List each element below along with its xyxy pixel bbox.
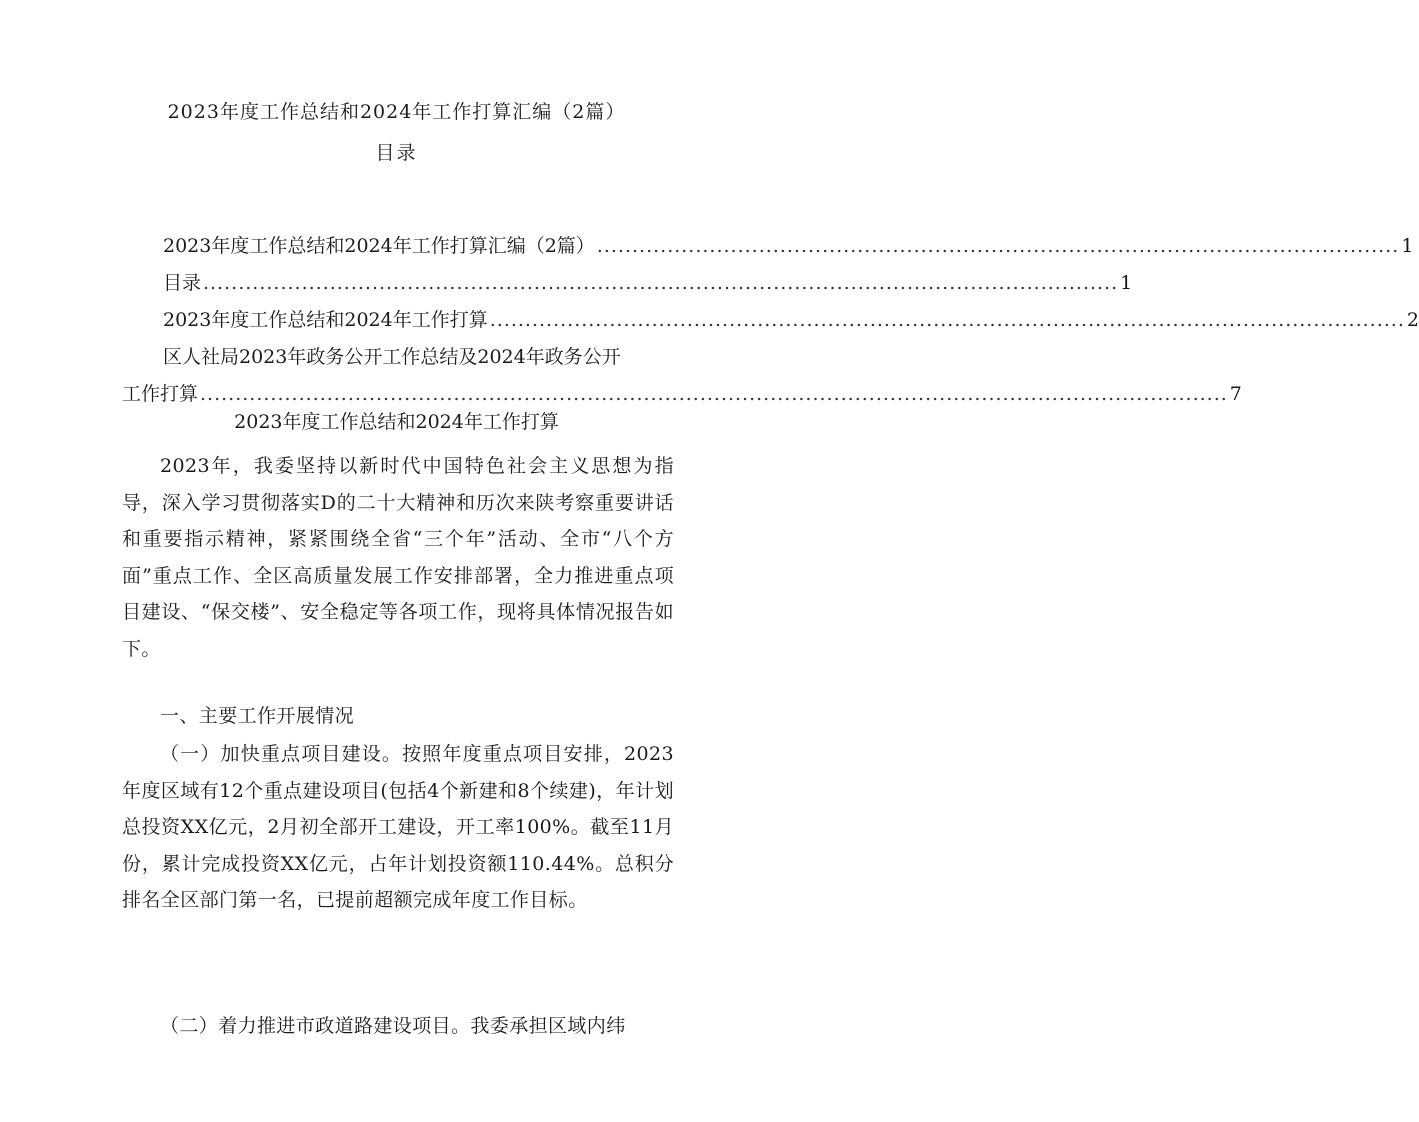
paragraph-municipal-roads: （二）着力推进市政道路建设项目。我委承担区域内纬 <box>160 1015 626 1037</box>
toc-leader-dots: .................................................................................................................................................. <box>200 383 1228 405</box>
document-title: 2023年度工作总结和2024年工作打算汇编（2篇） <box>167 101 626 123</box>
toc-entry[interactable] <box>163 305 1419 335</box>
toc-entry-page: 1 <box>1401 235 1414 257</box>
toc-entry-text-line1[interactable]: 区人社局2023年政务公开工作总结及2024年政务公开 <box>163 346 621 368</box>
section-title: 2023年度工作总结和2024年工作打算 <box>234 411 559 433</box>
toc-entry-page: 7 <box>1229 383 1242 405</box>
toc-entry-text: 2023年度工作总结和2024年工作打算 <box>163 309 488 331</box>
toc-entry-text: 2023年度工作总结和2024年工作打算汇编（2篇） <box>163 235 595 257</box>
toc-entry-page: 1 <box>1120 272 1133 294</box>
toc-heading: 目录 <box>375 142 418 164</box>
toc-leader-dots: .................................................................................................................. <box>596 235 1400 257</box>
toc-entry[interactable] <box>122 379 1242 409</box>
toc-leader-dots: .................................................................................................................................. <box>203 272 1119 294</box>
paragraph-key-projects: （一）加快重点项目建设。按照年度重点项目安排，2023年度区域有12个重点建设项目(包括4个新建和8个续建)，年计划总投资XX亿元，2月初全部开工建设，开工率100%。截至11月份，累计完成投资XX亿元，占年计划投资额110.44%。总积分排名全区部门第一名，已提前超额完成年度工作目标。 <box>122 743 674 912</box>
toc-entry-text: 目录 <box>163 272 202 294</box>
toc-leader-dots: .................................................................................................................................. <box>489 309 1405 331</box>
toc-entry-page: 2 <box>1406 309 1419 331</box>
paragraph-intro: 2023年，我委坚持以新时代中国特色社会主义思想为指导，深入学习贯彻落实D的二十大精神和历次来陕考察重要讲话和重要指示精神，紧紧围绕全省“三个年”活动、全市“八个方面”重点工作、全区高质量发展工作安排部署，全力推进重点项目建设、“保交楼”、安全稳定等各项工作，现将具体情况报告如下。 <box>122 455 674 660</box>
toc-entry-text: 工作打算 <box>122 383 199 405</box>
toc-entry[interactable] <box>163 268 1133 298</box>
toc-entry[interactable] <box>163 231 1414 261</box>
heading-main-work: 一、主要工作开展情况 <box>160 705 355 727</box>
